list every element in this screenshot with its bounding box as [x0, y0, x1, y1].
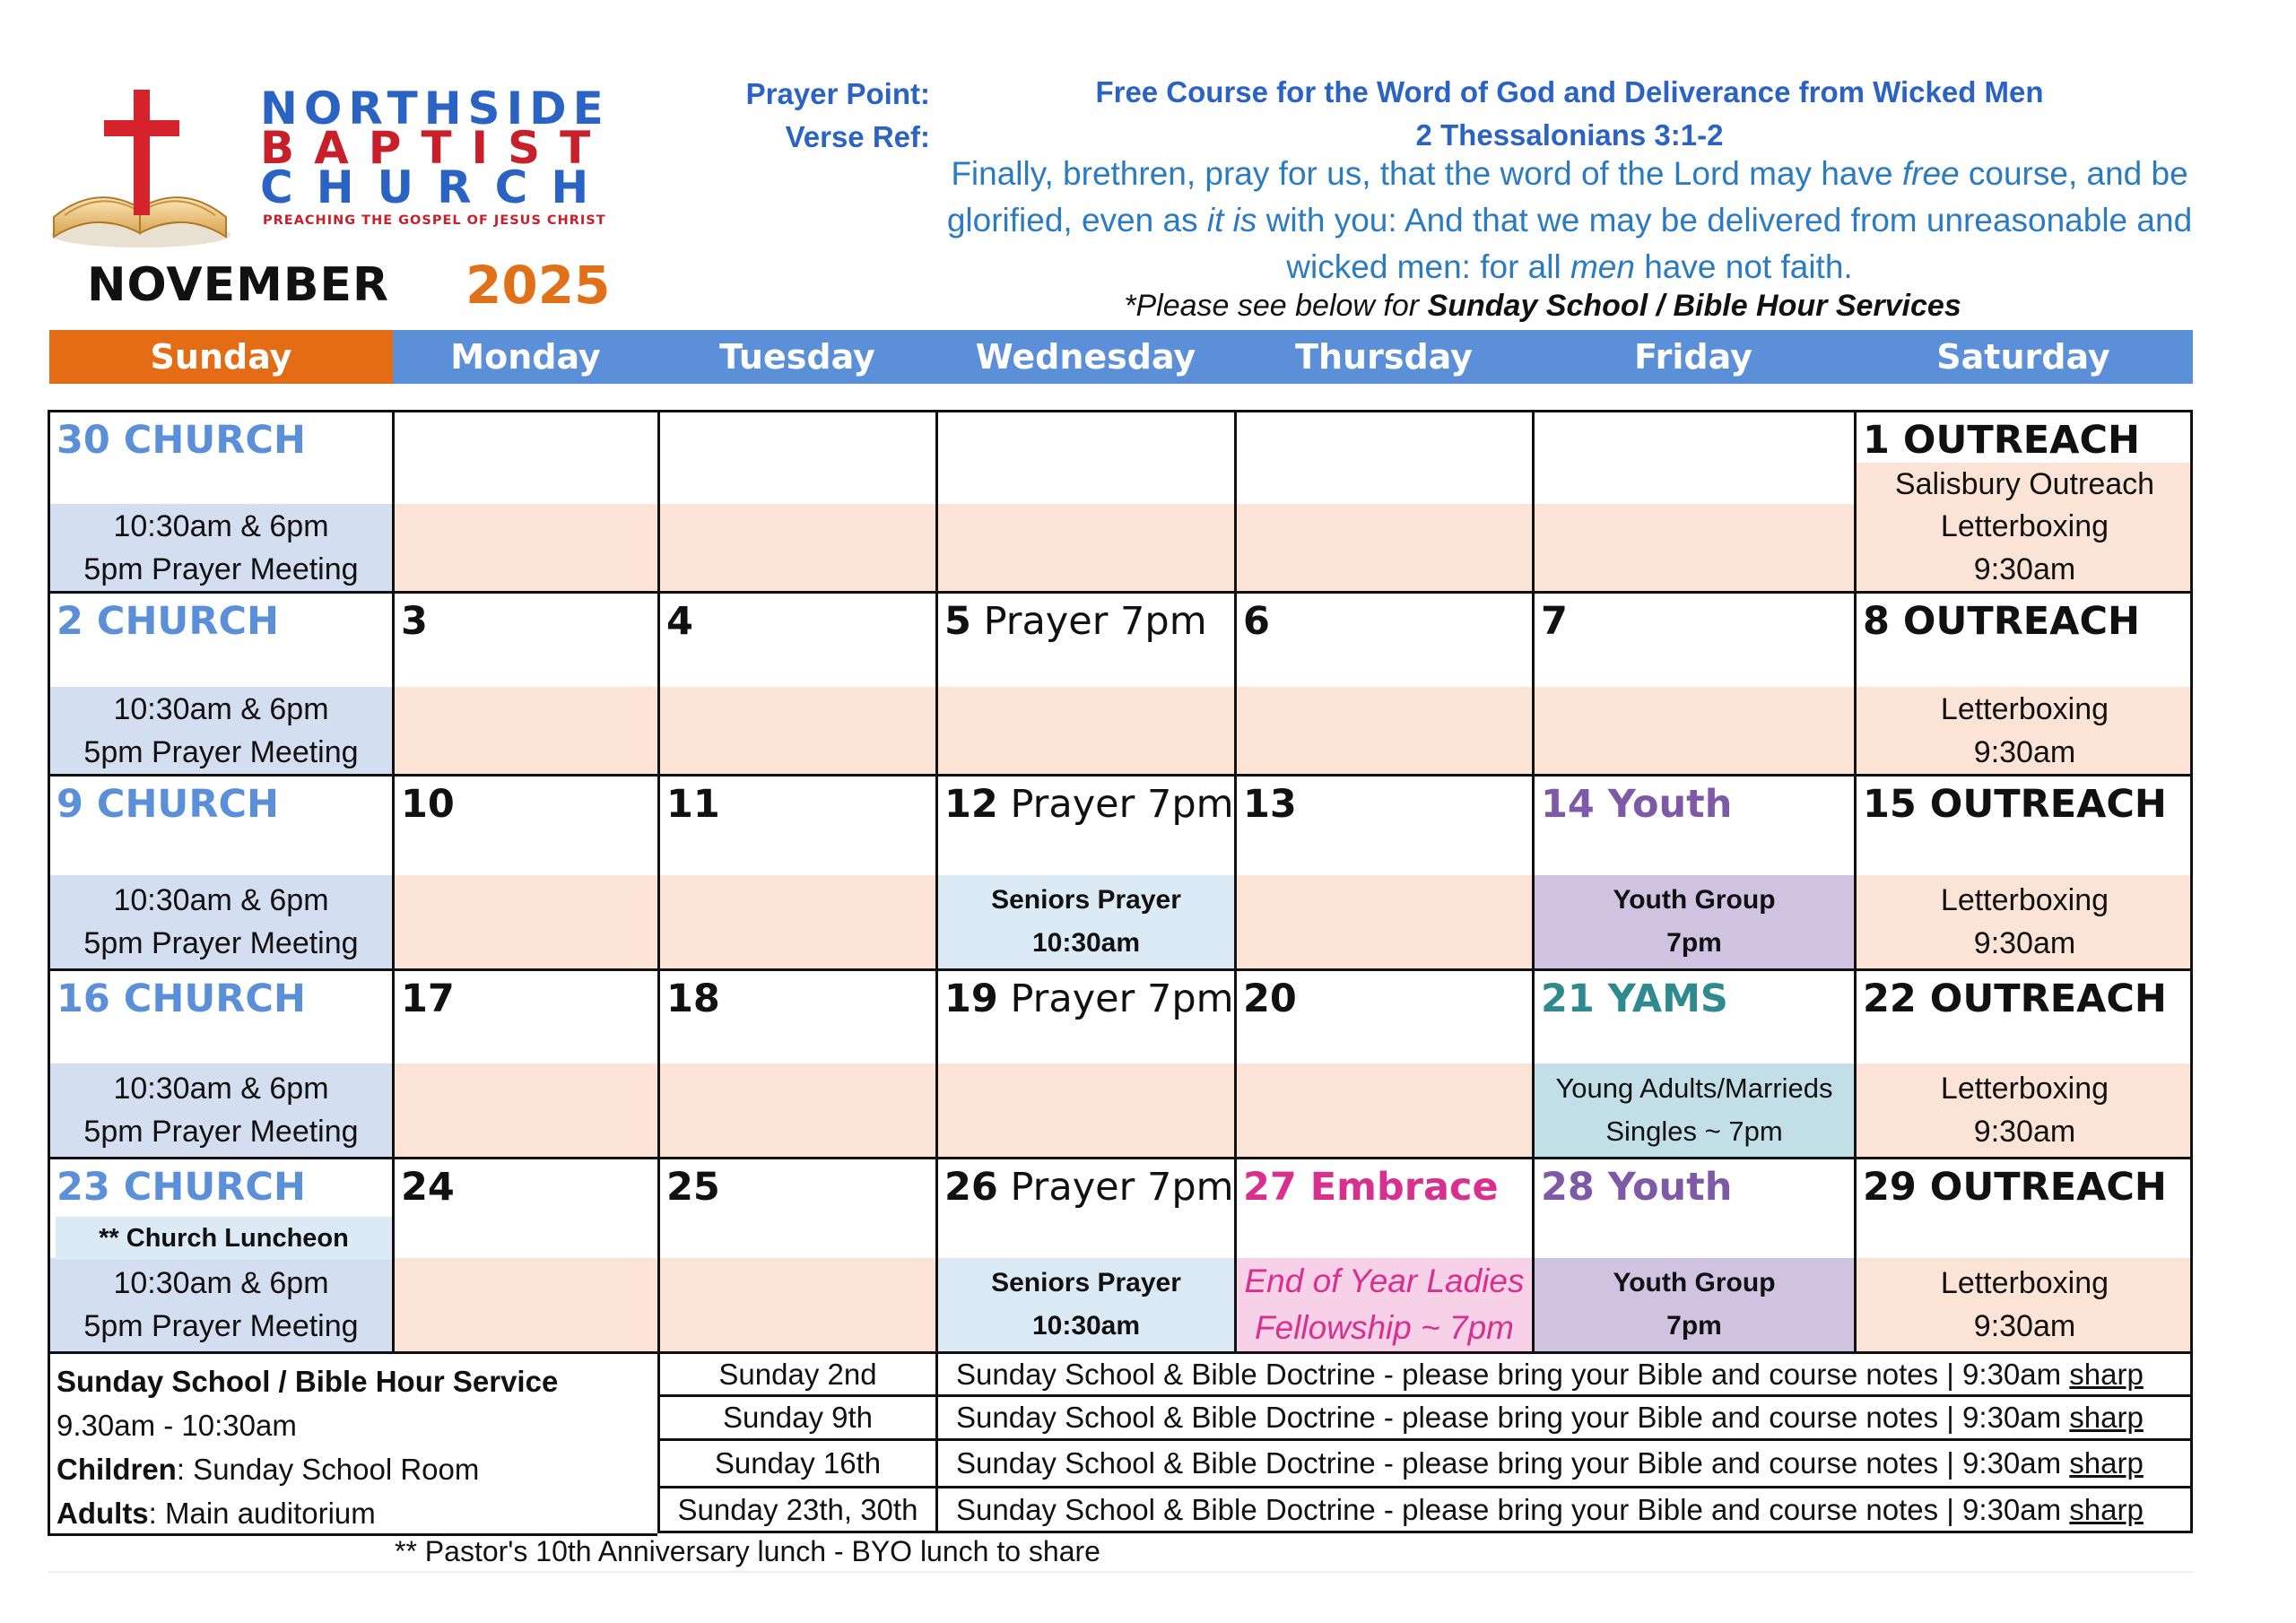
calendar-day-cell: [1854, 410, 2193, 591]
calendar-day-cell: [657, 1157, 935, 1351]
day-number: 10: [401, 782, 455, 827]
day-number: 13: [1243, 782, 1297, 827]
event-line: Letterboxing: [1940, 691, 2109, 726]
calendar-day-cell: [1234, 968, 1532, 1157]
day-number: 24: [401, 1165, 455, 1210]
sunday-school-row: [657, 1351, 2193, 1394]
day-label: [1243, 1165, 1499, 1210]
day-number: 21 YAMS: [1541, 976, 1728, 1021]
sharp-emphasis: sharp: [2069, 1446, 2144, 1480]
calendar-day-cell: [1234, 774, 1532, 968]
calendar-day-cell: [1234, 1157, 1532, 1351]
day-label: [944, 782, 1234, 827]
day-events: [1535, 504, 1854, 591]
sunday-school-table: [48, 1351, 2193, 1536]
day-number: 6: [1243, 599, 1270, 644]
day-events: [1535, 687, 1854, 774]
calendar-day-cell: [48, 591, 392, 774]
day-number: 30 CHURCH: [57, 418, 306, 463]
weekday-tuesday: Tuesday: [658, 330, 936, 384]
day-label: [401, 782, 455, 827]
event-line: 10:30am & 6pm: [113, 508, 329, 543]
sunday-school-desc: Sunday School & Bible Doctrine - please bring your Bible and course notes | 9:30am sharp: [935, 1354, 2193, 1394]
event-line: Youth Group: [1613, 885, 1776, 915]
calendar-day-cell: [1234, 410, 1532, 591]
event-line: 7pm: [1666, 1311, 1722, 1341]
sunday-school-desc: Sunday School & Bible Doctrine - please bring your Bible and course notes | 9:30am sharp: [935, 1488, 2193, 1531]
day-events: [50, 875, 392, 968]
day-number: 11: [666, 782, 720, 827]
day-events: [660, 1258, 935, 1351]
event-line: Letterboxing: [1940, 508, 2109, 543]
day-label: [57, 976, 306, 1021]
event-line: 9:30am: [1973, 1115, 2076, 1149]
day-label: [1243, 599, 1270, 644]
sunday-school-date: Sunday 16th: [657, 1441, 935, 1486]
calendar-day-cell: [935, 774, 1234, 968]
day-events: [660, 875, 935, 968]
day-events: [395, 504, 657, 591]
day-number: 17: [401, 976, 455, 1021]
day-events: [395, 687, 657, 774]
day-label: [1541, 599, 1568, 644]
event-line: 7pm: [1666, 928, 1722, 958]
sharp-emphasis: sharp: [2069, 1357, 2144, 1391]
calendar-day-cell: [392, 968, 657, 1157]
day-events: [1857, 1063, 2193, 1157]
day-label: [1863, 418, 2140, 463]
calendar-day-cell: [48, 410, 392, 591]
day-number: 5: [944, 599, 971, 644]
day-event-title: Prayer 7pm: [997, 976, 1234, 1021]
day-number: 27 Embrace: [1243, 1165, 1499, 1210]
event-line: Letterboxing: [1940, 1072, 2109, 1106]
day-label: [666, 976, 720, 1021]
calendar-day-cell: [1854, 968, 2193, 1157]
sunday-school-row: [657, 1438, 2193, 1486]
sunday-school-desc: Sunday School & Bible Doctrine - please bring your Bible and course notes | 9:30am sharp: [935, 1397, 2193, 1438]
day-number: 19: [944, 976, 998, 1021]
day-label: [57, 1165, 306, 1210]
weekday-thursday: Thursday: [1235, 330, 1533, 384]
day-number: 23 CHURCH: [57, 1165, 306, 1210]
day-number: 15 OUTREACH: [1863, 782, 2167, 827]
day-events: [1857, 504, 2193, 591]
day-number: 9 CHURCH: [57, 782, 280, 827]
month-title: NOVEMBER: [87, 258, 390, 312]
prayer-point-text: Free Course for the Word of God and Deliverance from Wicked Men: [1095, 75, 2044, 108]
day-event-title: Prayer 7pm: [970, 599, 1207, 644]
day-events: [395, 1258, 657, 1351]
sunday-school-date: Sunday 2nd: [657, 1354, 935, 1394]
day-events: [1857, 687, 2193, 774]
day-label: [1541, 782, 1732, 827]
logo-church: CHURCH: [260, 161, 613, 213]
calendar-day-cell: [392, 410, 657, 591]
sunday-school-row: [657, 1394, 2193, 1438]
calendar-day-cell: [935, 1157, 1234, 1351]
event-line: 10:30am & 6pm: [113, 1266, 329, 1300]
event-line: Young Adults/Marrieds: [1555, 1072, 1833, 1104]
verse-text: Finally, brethren, pray for us, that the word of the Lord may have free course, and be glorified, even as it is with you: And that we may be delivered from unreasonable and wicked men: for all men have not faith.: [946, 155, 2193, 285]
calendar-day-cell: [657, 774, 935, 968]
weekday-sunday: Sunday: [49, 330, 393, 384]
day-number: 1 OUTREACH: [1863, 418, 2140, 463]
day-event-title: Prayer 7pm: [997, 1165, 1234, 1210]
day-event-title: Prayer 7pm: [997, 782, 1234, 827]
day-number: 22 OUTREACH: [1863, 976, 2167, 1021]
day-events: [395, 875, 657, 968]
day-number: 4: [666, 599, 693, 644]
event-line: 10:30am & 6pm: [113, 691, 329, 726]
day-events: [50, 504, 392, 591]
calendar-day-cell: [935, 591, 1234, 774]
day-number: 7: [1541, 599, 1568, 644]
calendar-day-cell: [1532, 591, 1854, 774]
outreach-location: Salisbury Outreach: [1857, 463, 2193, 506]
logo-baptist: BAPTIST: [260, 122, 611, 174]
calendar-day-cell: [48, 1157, 392, 1351]
luncheon-note: ** Church Luncheon: [56, 1217, 392, 1260]
day-label: [666, 1165, 720, 1210]
weekday-friday: Friday: [1533, 330, 1854, 384]
day-number: 14 Youth: [1541, 782, 1733, 827]
day-events: [938, 687, 1234, 774]
day-label: [401, 976, 455, 1021]
sunday-school-adults: Adults: Main auditorium: [57, 1497, 376, 1530]
event-line: 5pm Prayer Meeting: [83, 1115, 359, 1149]
sharp-emphasis: sharp: [2069, 1492, 2144, 1526]
day-label: [401, 1165, 455, 1210]
day-label: [57, 418, 306, 463]
day-events: [50, 1063, 392, 1157]
church-logo: [47, 82, 612, 253]
day-events: [1535, 875, 1854, 968]
sunday-school-desc: Sunday School & Bible Doctrine - please bring your Bible and course notes | 9:30am sharp: [935, 1441, 2193, 1486]
day-events: [1237, 687, 1532, 774]
event-line: 5pm Prayer Meeting: [83, 1309, 359, 1343]
day-events: [660, 1063, 935, 1157]
day-events: [660, 687, 935, 774]
day-label: [1863, 1165, 2167, 1210]
calendar-day-cell: [935, 968, 1234, 1157]
day-events: [938, 1258, 1234, 1351]
calendar-day-cell: [1532, 1157, 1854, 1351]
day-number: 18: [666, 976, 720, 1021]
calendar-day-cell: [1854, 774, 2193, 968]
day-label: [57, 782, 279, 827]
calendar-day-cell: [392, 774, 657, 968]
day-events: [938, 1063, 1234, 1157]
calendar-day-cell: [657, 591, 935, 774]
event-line: Fellowship ~ 7pm: [1255, 1309, 1514, 1346]
day-label: [401, 599, 428, 644]
day-events: [50, 687, 392, 774]
day-number: 3: [401, 599, 428, 644]
calendar-day-cell: [48, 774, 392, 968]
day-events: [1237, 875, 1532, 968]
event-line: Singles ~ 7pm: [1605, 1115, 1783, 1147]
day-label: [1243, 976, 1297, 1021]
event-line: Seniors Prayer: [991, 885, 1181, 915]
day-number: 16 CHURCH: [57, 976, 306, 1021]
day-events: [1535, 1258, 1854, 1351]
day-label: [944, 599, 1207, 644]
calendar-day-cell: [48, 968, 392, 1157]
prayer-point-label: Prayer Point:: [745, 77, 930, 110]
day-number: 2 CHURCH: [57, 599, 280, 644]
day-number: 28 Youth: [1541, 1165, 1733, 1210]
day-label: [944, 976, 1234, 1021]
event-line: 5pm Prayer Meeting: [83, 551, 359, 586]
day-number: 12: [944, 782, 998, 827]
event-line: 9:30am: [1973, 551, 2076, 586]
day-events: [50, 1258, 392, 1351]
sunday-school-title: Sunday School / Bible Hour Service: [57, 1365, 559, 1398]
day-number: 20: [1243, 976, 1297, 1021]
sunday-school-date: Sunday 9th: [657, 1397, 935, 1438]
calendar-day-cell: [935, 410, 1234, 591]
day-label: [944, 1165, 1234, 1210]
day-events: [660, 504, 935, 591]
grid-border: [2190, 410, 2193, 1351]
event-line: 10:30am & 6pm: [113, 883, 329, 917]
day-label: [1863, 782, 2167, 827]
day-label: [1541, 1165, 1732, 1210]
day-label: [1541, 976, 1728, 1021]
event-line: 9:30am: [1973, 734, 2076, 769]
calendar-grid: [48, 410, 2193, 1354]
calendar-day-cell: [1854, 591, 2193, 774]
sunday-school-time: 9.30am - 10:30am: [57, 1409, 297, 1442]
day-number: 25: [666, 1165, 720, 1210]
event-line: Youth Group: [1613, 1268, 1776, 1298]
calendar-day-cell: [1234, 591, 1532, 774]
day-events: [1237, 1063, 1532, 1157]
sunday-school-row: [657, 1486, 2193, 1533]
day-label: [57, 599, 279, 644]
day-events: [1237, 504, 1532, 591]
day-events: [1857, 875, 2193, 968]
divider: [48, 1571, 2193, 1573]
calendar-day-cell: [657, 968, 935, 1157]
year-title: 2025: [465, 255, 611, 316]
event-line: Letterboxing: [1940, 883, 2109, 917]
event-line: 5pm Prayer Meeting: [83, 734, 359, 769]
event-line: 9:30am: [1973, 926, 2076, 960]
calendar-day-cell: [657, 410, 935, 591]
sunday-school-info: [48, 1351, 657, 1536]
calendar-day-cell: [1532, 968, 1854, 1157]
day-number: 29 OUTREACH: [1863, 1165, 2167, 1210]
sunday-school-date: Sunday 23th, 30th: [657, 1488, 935, 1531]
day-label: [666, 782, 720, 827]
day-events: [938, 504, 1234, 591]
sunday-school-children: Children: Sunday School Room: [57, 1453, 480, 1486]
footnote: ** Pastor's 10th Anniversary lunch - BYO lunch to share: [395, 1535, 1100, 1567]
day-number: 26: [944, 1165, 998, 1210]
event-line: 10:30am: [1031, 1311, 1141, 1341]
weekday-header: [49, 330, 2193, 384]
day-events: [1857, 1258, 2193, 1351]
day-events: [1237, 1258, 1532, 1351]
calendar-day-cell: [392, 1157, 657, 1351]
event-line: End of Year Ladies: [1244, 1263, 1525, 1299]
weekday-saturday: Saturday: [1854, 330, 2193, 384]
cross-bible-icon: [47, 82, 244, 253]
sunday-school-note: *Please see below for Sunday School / Bible Hour Services: [1124, 289, 1961, 323]
logo-northside: NORTHSIDE: [260, 82, 610, 135]
day-label: [1863, 976, 2167, 1021]
day-number: 8 OUTREACH: [1863, 599, 2140, 644]
day-events: [395, 1063, 657, 1157]
day-label: [666, 599, 693, 644]
calendar-day-cell: [1532, 410, 1854, 591]
event-line: 10:30am & 6pm: [113, 1072, 329, 1106]
event-line: Seniors Prayer: [991, 1268, 1181, 1298]
sharp-emphasis: sharp: [2069, 1401, 2144, 1434]
event-line: 9:30am: [1973, 1309, 2076, 1343]
day-label: [1863, 599, 2140, 644]
calendar-day-cell: [1532, 774, 1854, 968]
event-line: 5pm Prayer Meeting: [83, 926, 359, 960]
day-events: [938, 875, 1234, 968]
calendar-day-cell: [392, 591, 657, 774]
verse-ref-label: Verse Ref:: [785, 120, 930, 153]
day-events: [1535, 1063, 1854, 1157]
logo-tagline: PREACHING THE GOSPEL OF JESUS CHRIST: [263, 213, 606, 228]
weekday-monday: Monday: [393, 330, 658, 384]
verse-ref-text: 2 Thessalonians 3:1-2: [1415, 118, 1724, 152]
weekday-wednesday: Wednesday: [936, 330, 1235, 384]
event-line: Letterboxing: [1940, 1266, 2109, 1300]
event-line: 10:30am: [1031, 928, 1141, 958]
calendar-day-cell: [1854, 1157, 2193, 1351]
day-label: [1243, 782, 1297, 827]
